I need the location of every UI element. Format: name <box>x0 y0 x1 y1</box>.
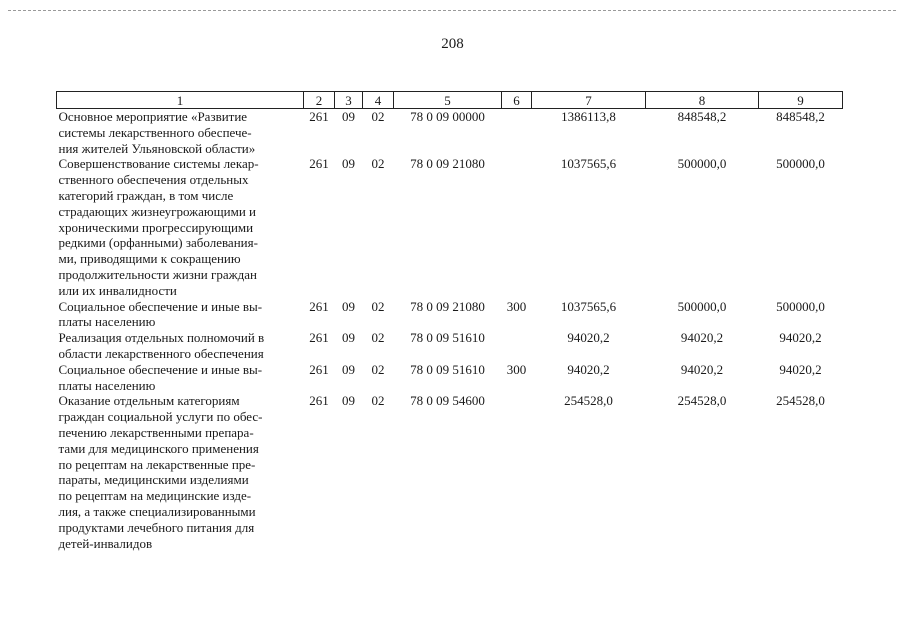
cell-subsection-code: 02 <box>371 298 385 314</box>
description-line: детей-инвалидов <box>58 535 153 551</box>
cell-target-article: 78 0 09 54600 <box>410 393 485 409</box>
cell-expense-type: 300 <box>506 361 527 377</box>
column-header: 7 <box>532 92 646 109</box>
cell-amount: 254528,0 <box>776 393 825 409</box>
cell-amount: 500000,0 <box>677 298 727 314</box>
row-description <box>57 330 304 362</box>
cell-chapter-code: 261 <box>309 330 329 346</box>
cell-amount: 94020,2 <box>567 361 610 377</box>
row-description <box>57 393 304 551</box>
description-line: или их инвалидности <box>58 282 177 298</box>
description-line: лия, а также специализированными <box>58 503 256 519</box>
cell-amount: 848548,2 <box>776 109 825 124</box>
table-row <box>57 330 843 362</box>
cell-section-code: 09 <box>342 393 355 409</box>
cell-section-code: 09 <box>342 109 355 124</box>
cell-chapter-code: 261 <box>309 393 329 409</box>
cell-section-code: 09 <box>342 156 355 172</box>
cell-chapter-code: 261 <box>309 156 329 172</box>
cell-target-article: 78 0 09 00000 <box>410 109 485 124</box>
description-line: системы лекарственного обеспече- <box>58 124 252 140</box>
column-number-row <box>57 92 843 109</box>
row-description <box>57 109 304 157</box>
description-line: Социальное обеспечение и иные вы- <box>58 361 263 377</box>
description-line: Оказание отдельным категориям <box>58 393 240 409</box>
description-line: продолжительности жизни граждан <box>58 266 257 282</box>
row-description <box>57 362 304 394</box>
column-header: 8 <box>646 92 759 109</box>
cell-amount: 254528,0 <box>564 393 613 409</box>
column-header: 6 <box>502 92 532 109</box>
cell-expense-type <box>502 393 532 551</box>
description-line: Совершенствование системы лекар- <box>58 156 259 172</box>
table-row <box>57 109 843 157</box>
budget-table <box>56 91 843 551</box>
cell-target-article: 78 0 09 51610 <box>410 330 485 346</box>
description-line: ния жителей Ульяновской области» <box>58 140 256 156</box>
description-line: хроническими прогрессирующими <box>58 219 254 235</box>
cell-amount: 500000,0 <box>776 298 825 314</box>
table-row <box>57 156 843 298</box>
cell-amount: 94020,2 <box>680 361 724 377</box>
row-description <box>57 299 304 331</box>
cell-chapter-code: 261 <box>309 361 329 377</box>
page-top-edge <box>8 10 896 11</box>
description-line: платы населению <box>58 377 156 393</box>
cell-amount: 848548,2 <box>677 109 727 124</box>
description-line: страдающих жизнеугрожающими и <box>58 203 257 219</box>
cell-subsection-code: 02 <box>371 361 385 377</box>
cell-expense-type: 300 <box>506 298 527 314</box>
description-line: по рецептам на лекарственные пре- <box>58 456 256 472</box>
description-line: области лекарственного обеспечения <box>58 345 264 361</box>
description-line: Реализация отдельных полномочий в <box>58 330 265 346</box>
cell-amount: 254528,0 <box>677 393 727 409</box>
description-line: ми, приводящими к сокращению <box>58 251 241 267</box>
description-line: печению лекарственными препара- <box>58 424 254 440</box>
description-line: граждан социальной услуги по обес- <box>58 409 263 425</box>
cell-subsection-code: 02 <box>371 109 385 124</box>
description-line: тами для медицинского применения <box>58 440 259 456</box>
cell-section-code: 09 <box>342 298 355 314</box>
cell-subsection-code: 02 <box>371 156 385 172</box>
cell-section-code: 09 <box>342 361 355 377</box>
column-header: 1 <box>57 92 304 109</box>
cell-subsection-code: 02 <box>371 393 385 409</box>
column-header: 3 <box>335 92 363 109</box>
cell-section-code: 09 <box>342 330 355 346</box>
table-row <box>57 393 843 551</box>
description-line: Социальное обеспечение и иные вы- <box>58 298 263 314</box>
cell-target-article: 78 0 09 51610 <box>410 361 485 377</box>
column-header: 4 <box>363 92 394 109</box>
table-body <box>57 109 843 552</box>
description-line: ственного обеспечения отдельных <box>58 172 249 188</box>
description-line: категорий граждан, в том числе <box>58 187 234 203</box>
description-line: параты, медицинскими изделиями <box>58 472 249 488</box>
table-row <box>57 362 843 394</box>
cell-amount: 500000,0 <box>776 156 825 172</box>
cell-amount: 1037565,6 <box>560 156 617 172</box>
description-line: платы населению <box>58 314 156 330</box>
cell-amount: 94020,2 <box>779 330 822 346</box>
cell-amount: 1037565,6 <box>560 298 617 314</box>
description-line: редкими (орфанными) заболевания- <box>58 235 258 251</box>
cell-expense-type <box>502 330 532 362</box>
row-description <box>57 156 304 298</box>
cell-expense-type <box>502 109 532 157</box>
cell-subsection-code: 02 <box>371 330 385 346</box>
cell-amount: 94020,2 <box>567 330 610 346</box>
page-number: 208 <box>441 36 464 52</box>
cell-amount: 94020,2 <box>680 330 724 346</box>
table-row <box>57 299 843 331</box>
cell-target-article: 78 0 09 21080 <box>410 298 485 314</box>
description-line: по рецептам на медицинские изде- <box>58 488 252 504</box>
cell-target-article: 78 0 09 21080 <box>410 156 485 172</box>
cell-amount: 94020,2 <box>779 361 822 377</box>
cell-amount: 1386113,8 <box>561 109 616 124</box>
cell-chapter-code: 261 <box>309 109 329 124</box>
description-line: Основное мероприятие «Развитие <box>58 109 248 124</box>
cell-chapter-code: 261 <box>309 298 329 314</box>
cell-expense-type <box>502 156 532 298</box>
column-header: 2 <box>304 92 335 109</box>
column-header: 5 <box>394 92 502 109</box>
column-header: 9 <box>759 92 843 109</box>
description-line: продуктами лечебного питания для <box>58 519 255 535</box>
cell-amount: 500000,0 <box>677 156 727 172</box>
